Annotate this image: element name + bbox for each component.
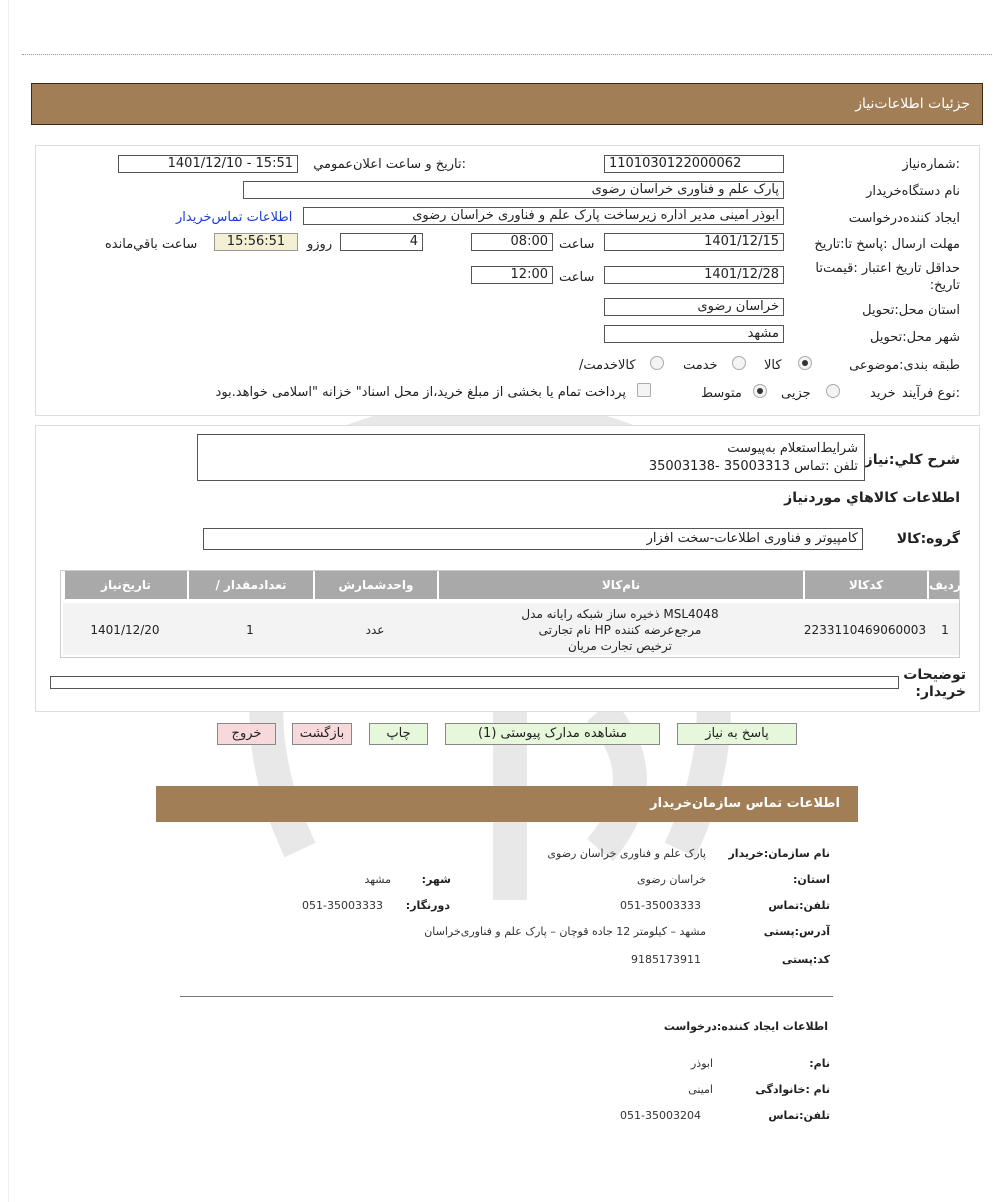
process-buy-label: خرید bbox=[870, 386, 896, 401]
header-need-date: تاریخ‌نیاز bbox=[63, 571, 187, 599]
deadline-time-field: 08:00 bbox=[471, 233, 553, 251]
header-bar bbox=[31, 83, 983, 125]
contact-buyer-link[interactable]: اطلاعات تماس‌خریدار bbox=[176, 210, 293, 225]
contact-org-value: پارک علم و فناوری خراسان رضوی bbox=[547, 847, 706, 860]
deadline-label: مهلت ارسال :پاسخ تا:تاریخ bbox=[814, 237, 960, 252]
days-label: روزو bbox=[307, 237, 333, 252]
creator-field: ابوذر امینی مدیر اداره زیرساخت پارک علم و فناوری خراسان رضوی bbox=[303, 207, 784, 225]
contact-phone-label: تلفن:تماس bbox=[768, 899, 830, 912]
category-label: طبقه بندی:موضوعی bbox=[849, 358, 960, 373]
category-radio-service[interactable] bbox=[732, 356, 746, 370]
process-radio-minor[interactable] bbox=[826, 384, 840, 398]
need-number-label: شماره‌نیاز: bbox=[902, 157, 960, 172]
cell-goods-name-line-2: نام تجارتی HP مرجع‌عرضه کننده bbox=[538, 623, 702, 637]
buyer-org-field: پارک علم و فناوری خراسان رضوی bbox=[243, 181, 784, 199]
process-medium-label: متوسط bbox=[701, 386, 742, 401]
announce-label: تاریخ و ساعت اعلان‌عمومي: bbox=[313, 157, 466, 172]
goods-info-title: اطلاعات کالاهاي موردنیاز bbox=[784, 490, 960, 506]
cell-goods-code: 2233110469060003 bbox=[803, 623, 927, 637]
header-title: جزئیات اطلاعات‌نیاز bbox=[855, 96, 970, 112]
reply-button[interactable]: پاسخ به نیاز bbox=[677, 723, 797, 745]
cell-row-number: 1 bbox=[941, 623, 949, 637]
goods-table bbox=[60, 570, 960, 658]
creator-family-label: نام :خانوادگی bbox=[755, 1083, 830, 1096]
contact-phone-value: 051-35003333 bbox=[620, 899, 701, 912]
contact-fax-label: :دورنگار bbox=[405, 899, 450, 912]
remaining-time-field: 15:56:51 bbox=[214, 233, 298, 251]
need-number-field: 1101030122000062 bbox=[604, 155, 784, 173]
creator-family-value: امینی bbox=[688, 1083, 713, 1096]
creator-name-label: :نام bbox=[809, 1057, 830, 1070]
validity-time-field: 12:00 bbox=[471, 266, 553, 284]
description-line-1: شرایط‌استعلام به‌پیوست bbox=[727, 441, 858, 456]
creator-phone-label: تلفن:تماس bbox=[768, 1109, 830, 1122]
contact-postal-label: کد:پستی bbox=[781, 953, 830, 966]
days-field: 4 bbox=[340, 233, 423, 251]
contact-title: اطلاعات تماس سازمان‌خریدار bbox=[650, 796, 840, 811]
deadline-date-field: 1401/12/15 bbox=[604, 233, 784, 251]
header-goods-code: کدکالا bbox=[803, 571, 927, 599]
contact-address-value: مشهد – کیلومتر 12 جاده قوچان – پارک علم و فناوری‌خراسان bbox=[424, 925, 706, 938]
province-label: استان محل:تحویل bbox=[862, 303, 960, 318]
creator-info-title: اطلاعات ایجاد کننده:درخواست bbox=[663, 1020, 828, 1033]
contact-province-label: :استان bbox=[792, 873, 830, 886]
validity-date-field: 1401/12/28 bbox=[604, 266, 784, 284]
contact-city-value: مشهد bbox=[364, 873, 391, 886]
city-label: شهر محل:تحویل bbox=[870, 330, 960, 345]
back-button[interactable]: بازگشت bbox=[292, 723, 352, 745]
contact-postal-value: 9185173911 bbox=[631, 953, 701, 966]
contact-province-value: خراسان رضوی bbox=[636, 873, 706, 886]
description-label: شرح کلي:نیاز bbox=[864, 452, 960, 468]
buyer-org-label: نام دستگاه‌خریدار bbox=[866, 184, 960, 199]
top-divider bbox=[22, 54, 992, 55]
validity-label-1: حداقل تاریخ اعتبار :قیمت‌تا bbox=[815, 261, 960, 276]
header-goods-name: نام‌کالا bbox=[437, 571, 803, 599]
creator-phone-value: 051-35003204 bbox=[620, 1109, 701, 1122]
contact-address-label: آدرس:پستی bbox=[763, 925, 830, 938]
contact-divider bbox=[180, 996, 833, 997]
goods-group-label: گروه:کالا bbox=[896, 531, 960, 547]
description-line-2: تلفن :تماس 35003313 -35003138 bbox=[648, 459, 858, 474]
category-radio-goods[interactable] bbox=[798, 356, 812, 370]
cell-quantity: 1 bbox=[246, 623, 254, 637]
category-goods-label: کالا bbox=[764, 358, 782, 373]
process-radio-medium[interactable] bbox=[753, 384, 767, 398]
category-goods-service-label: /کالاخدمت bbox=[579, 358, 636, 373]
print-button[interactable]: چاپ bbox=[369, 723, 428, 745]
process-label: نوع فرآیند: bbox=[902, 386, 960, 401]
view-documents-button[interactable]: مشاهده مدارک پیوستی (1) bbox=[445, 723, 660, 745]
cell-goods-name-line-1: ذخیره ساز شبکه رایانه مدل MSL4048 bbox=[521, 607, 719, 621]
buyer-notes-field bbox=[50, 676, 899, 689]
contact-header-bar bbox=[156, 786, 858, 822]
left-rule bbox=[8, 0, 9, 1202]
announce-field: 1401/12/10 - 15:51 bbox=[118, 155, 298, 173]
header-unit: واحدشمارش bbox=[313, 571, 437, 599]
header-quantity: / تعدادمقدار bbox=[187, 571, 313, 599]
contact-org-label: نام سازمان:خریدار bbox=[728, 847, 830, 860]
province-field: خراسان رضوی bbox=[604, 298, 784, 316]
category-service-label: خدمت bbox=[683, 358, 718, 373]
contact-fax-value: 051-35003333 bbox=[302, 899, 383, 912]
cell-unit: عدد bbox=[365, 623, 385, 637]
creator-name-value: ابوذر bbox=[690, 1057, 713, 1070]
cell-need-date: 1401/12/20 bbox=[90, 623, 160, 637]
city-field: مشهد bbox=[604, 325, 784, 343]
validity-label-2: :تاریخ bbox=[929, 278, 960, 293]
treasury-payment-note: پرداخت تمام یا بخشی از مبلغ خرید،از محل اسناد" خزانه "اسلامی خواهد.بود bbox=[215, 385, 626, 400]
deadline-hour-label: ساعت bbox=[559, 237, 595, 252]
remaining-label: ساعت باقي‌مانده bbox=[105, 237, 198, 252]
exit-button[interactable]: خروج bbox=[217, 723, 276, 745]
table-row bbox=[63, 603, 959, 655]
creator-label: ایجاد کننده‌درخواست bbox=[848, 211, 960, 226]
contact-city-label: :شهر bbox=[421, 873, 451, 886]
process-minor-label: جزیی bbox=[781, 386, 811, 401]
cell-goods-name-line-3: ترخیص تجارت مریان bbox=[567, 639, 673, 653]
category-radio-goods-service[interactable] bbox=[650, 356, 664, 370]
header-row-number: ردیف bbox=[927, 571, 959, 599]
treasury-payment-checkbox[interactable] bbox=[637, 383, 651, 397]
buyer-notes-label-2: :خریدار bbox=[915, 684, 966, 700]
goods-group-field: کامپیوتر و فناوری اطلاعات-سخت افزار bbox=[203, 528, 863, 550]
buyer-notes-label-1: توضیحات bbox=[903, 667, 966, 683]
validity-hour-label: ساعت bbox=[559, 270, 595, 285]
